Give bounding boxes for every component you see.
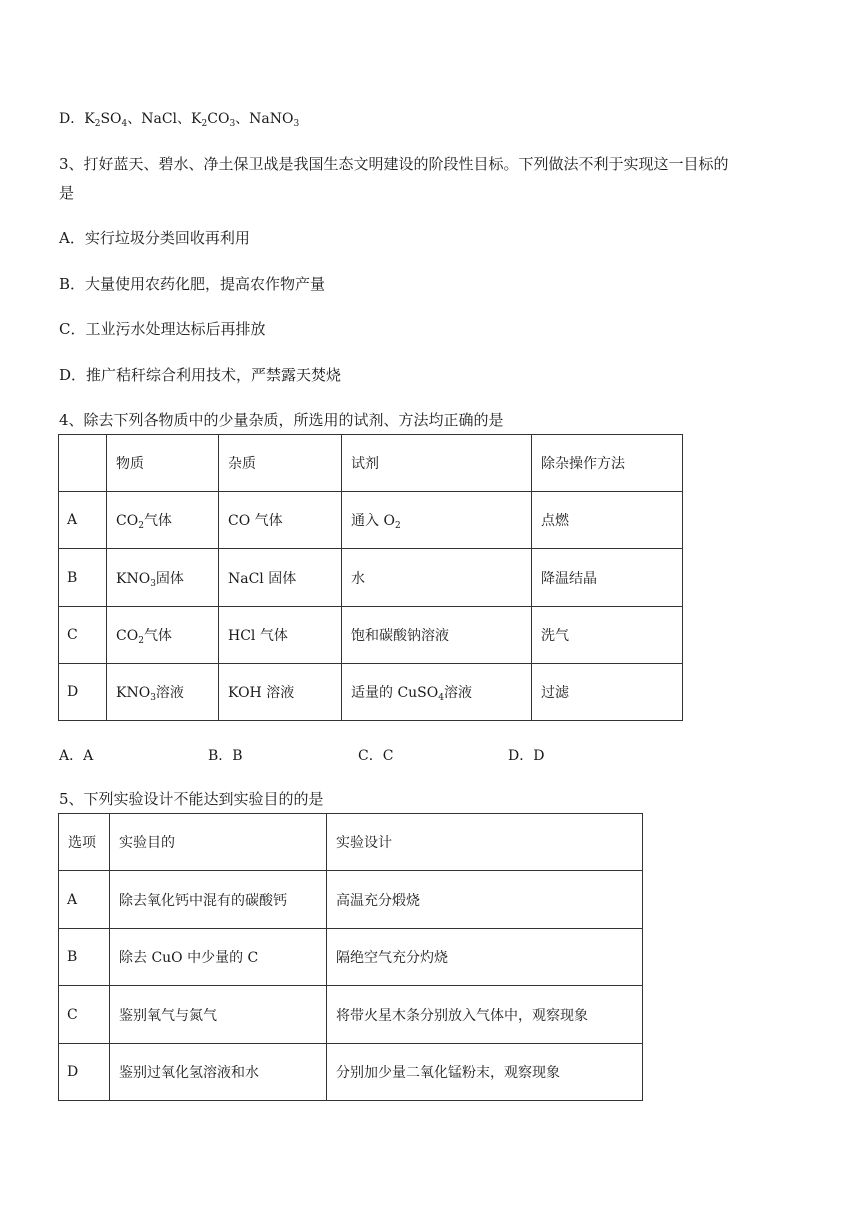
q4-row-method: 降温结晶 [532,549,683,607]
subscript: 3 [150,578,156,589]
subscript: 2 [394,521,401,531]
q2-option-d-formula: $K_2SO_4$、NaCl、$K_2CO_3$、NaNO$_3$ [84,111,300,129]
q4-row-label: D [59,664,107,721]
q4-row-label: A [59,492,107,549]
q3-stem-line2: 是 [59,184,75,202]
q5-table [58,813,643,1101]
q4-row-substance: $KNO_3$溶液 [107,664,219,721]
q4-choice-b: B．B [208,748,243,764]
q5-header-option: 选项 [59,814,110,871]
q2-option-d [59,110,299,128]
q3-option-a: A．实行垃圾分类回收再利用 [59,229,250,247]
q4-choice-d: D．D [508,748,545,764]
subscript: 2 [138,636,144,646]
subscript: 4 [121,119,128,129]
q4-header-blank [59,435,107,492]
q5-row-purpose: 鉴别氧气与氮气 [110,986,327,1044]
q3-option-d: D．推广秸秆综合利用技术，严禁露天焚烧 [59,366,342,384]
q5-header-design: 实验设计 [327,814,643,871]
subscript: 2 [138,521,144,531]
q4-row-substance: $CO_2$气体 [107,492,219,549]
q5-row-purpose: 除去 CuO 中少量的 C [110,929,327,986]
subscript: 3 [150,693,156,703]
q4-row-impurity: CO 气体 [219,492,342,549]
table-row [59,1044,643,1101]
q4-row-impurity: HCl 气体 [219,607,342,664]
q5-stem: 5、下列实验设计不能达到实验目的的是 [59,790,324,808]
q4-header-reagent: 试剂 [342,435,532,492]
q3-stem-line1: 3、打好蓝天、碧水、净土保卫战是我国生态文明建设的阶段性目标。下列做法不利于实现这一目标的 [59,155,729,173]
q5-row-design: 高温充分煅烧 [327,871,643,929]
q4-choice-c: C．C [358,748,394,764]
table-row [59,607,683,664]
q5-row-label: B [59,929,110,986]
table-row [59,986,643,1044]
table-row [59,492,683,549]
q5-row-design: 将带火星木条分别放入气体中，观察现象 [327,986,643,1044]
q4-row-reagent: 通入 $O_2$ [342,492,532,549]
q4-row-method: 洗气 [532,607,683,664]
q5-row-purpose: 除去氧化钙中混有的碳酸钙 [110,871,327,929]
q4-row-reagent: 饱和碳酸钠溶液 [342,607,532,664]
q5-row-label: D [59,1044,110,1101]
q4-row-substance: $KNO_3$固体 [107,549,219,607]
q4-row-label: B [59,549,107,607]
q4-row-label: C [59,607,107,664]
subscript: 4 [438,693,444,703]
q5-row-label: C [59,986,110,1044]
subscript: 3 [293,119,300,129]
q4-table-header-row [59,435,683,492]
q4-row-impurity: KOH 溶液 [219,664,342,721]
q4-row-substance: $CO_2$气体 [107,607,219,664]
q3-option-c: C．工业污水处理达标后再排放 [59,320,266,338]
q5-row-design: 隔绝空气充分灼烧 [327,929,643,986]
q5-table-header-row [59,814,643,871]
q4-row-reagent: 水 [342,549,532,607]
q5-row-purpose: 鉴别过氧化氢溶液和水 [110,1044,327,1101]
q3-option-b: B．大量使用农药化肥，提高农作物产量 [59,275,326,293]
q4-row-reagent: 适量的 CuSO$_4$溶液 [342,664,532,721]
q4-row-method: 点燃 [532,492,683,549]
q4-header-substance: 物质 [107,435,219,492]
q2-option-d-letter: D． [59,111,85,127]
q4-row-method: 过滤 [532,664,683,721]
subscript: 3 [229,119,236,129]
table-row [59,549,683,607]
q4-table [58,434,683,721]
q4-choice-a: A．A [59,748,94,764]
q4-header-impurity: 杂质 [219,435,342,492]
q4-row-impurity: NaCl 固体 [219,549,342,607]
q4-stem: 4、除去下列各物质中的少量杂质，所选用的试剂、方法均正确的是 [59,411,504,429]
subscript: 2 [201,119,208,129]
q5-row-label: A [59,871,110,929]
q5-row-design: 分别加少量二氧化锰粉末，观察现象 [327,1044,643,1101]
table-row [59,664,683,721]
subscript: 2 [94,119,101,129]
q4-header-method: 除杂操作方法 [532,435,683,492]
table-row [59,929,643,986]
q5-header-purpose: 实验目的 [110,814,327,871]
table-row [59,871,643,929]
